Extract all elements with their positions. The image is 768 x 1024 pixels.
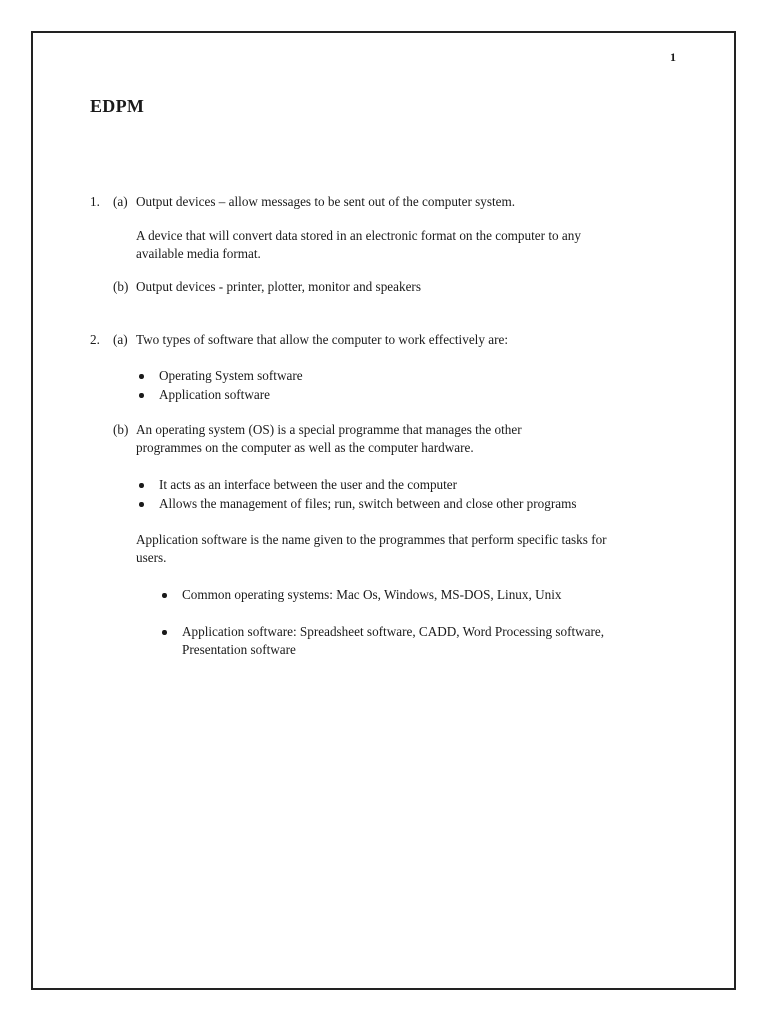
q2a-text: Two types of software that allow the computer to work effectively are: xyxy=(136,332,508,347)
q2-number: 2. xyxy=(90,332,100,347)
q1a-label: (a) xyxy=(113,194,128,209)
q2b-text-line2: programmes on the computer as well as the computer hardware. xyxy=(136,440,474,455)
document-page xyxy=(31,31,736,990)
q2a-bullet-item: Application software xyxy=(159,387,270,402)
app-examples-item-line2: Presentation software xyxy=(182,642,296,657)
document-title: EDPM xyxy=(90,96,145,116)
os-examples-item: Common operating systems: Mac Os, Windows, MS-DOS, Linux, Unix xyxy=(182,587,562,602)
q2b-application-line2: users. xyxy=(136,550,167,565)
q1-number: 1. xyxy=(90,194,100,209)
q2a-bullet-item: Operating System software xyxy=(159,368,303,383)
q1a-paragraph-line1: A device that will convert data stored in an electronic format on the computer to any xyxy=(136,228,581,243)
q2b-application-line1: Application software is the name given to the programmes that perform specific tasks for xyxy=(136,532,607,547)
app-examples-item-line1: Application software: Spreadsheet software, CADD, Word Processing software, xyxy=(182,624,605,639)
q2b-text-line1: An operating system (OS) is a special programme that manages the other xyxy=(136,422,522,437)
q2b-label: (b) xyxy=(113,422,129,437)
q2a-label: (a) xyxy=(113,332,128,347)
q1a-paragraph-line2: available media format. xyxy=(136,246,261,261)
q2b-bullet-item: It acts as an interface between the user and the computer xyxy=(159,477,458,492)
page-number: 1 xyxy=(670,50,676,64)
q1b-label: (b) xyxy=(113,279,129,294)
q1a-text: Output devices – allow messages to be sent out of the computer system. xyxy=(136,194,516,209)
q2b-bullet-item: Allows the management of files; run, switch between and close other programs xyxy=(159,496,577,511)
q1b-text: Output devices - printer, plotter, monitor and speakers xyxy=(136,279,421,294)
